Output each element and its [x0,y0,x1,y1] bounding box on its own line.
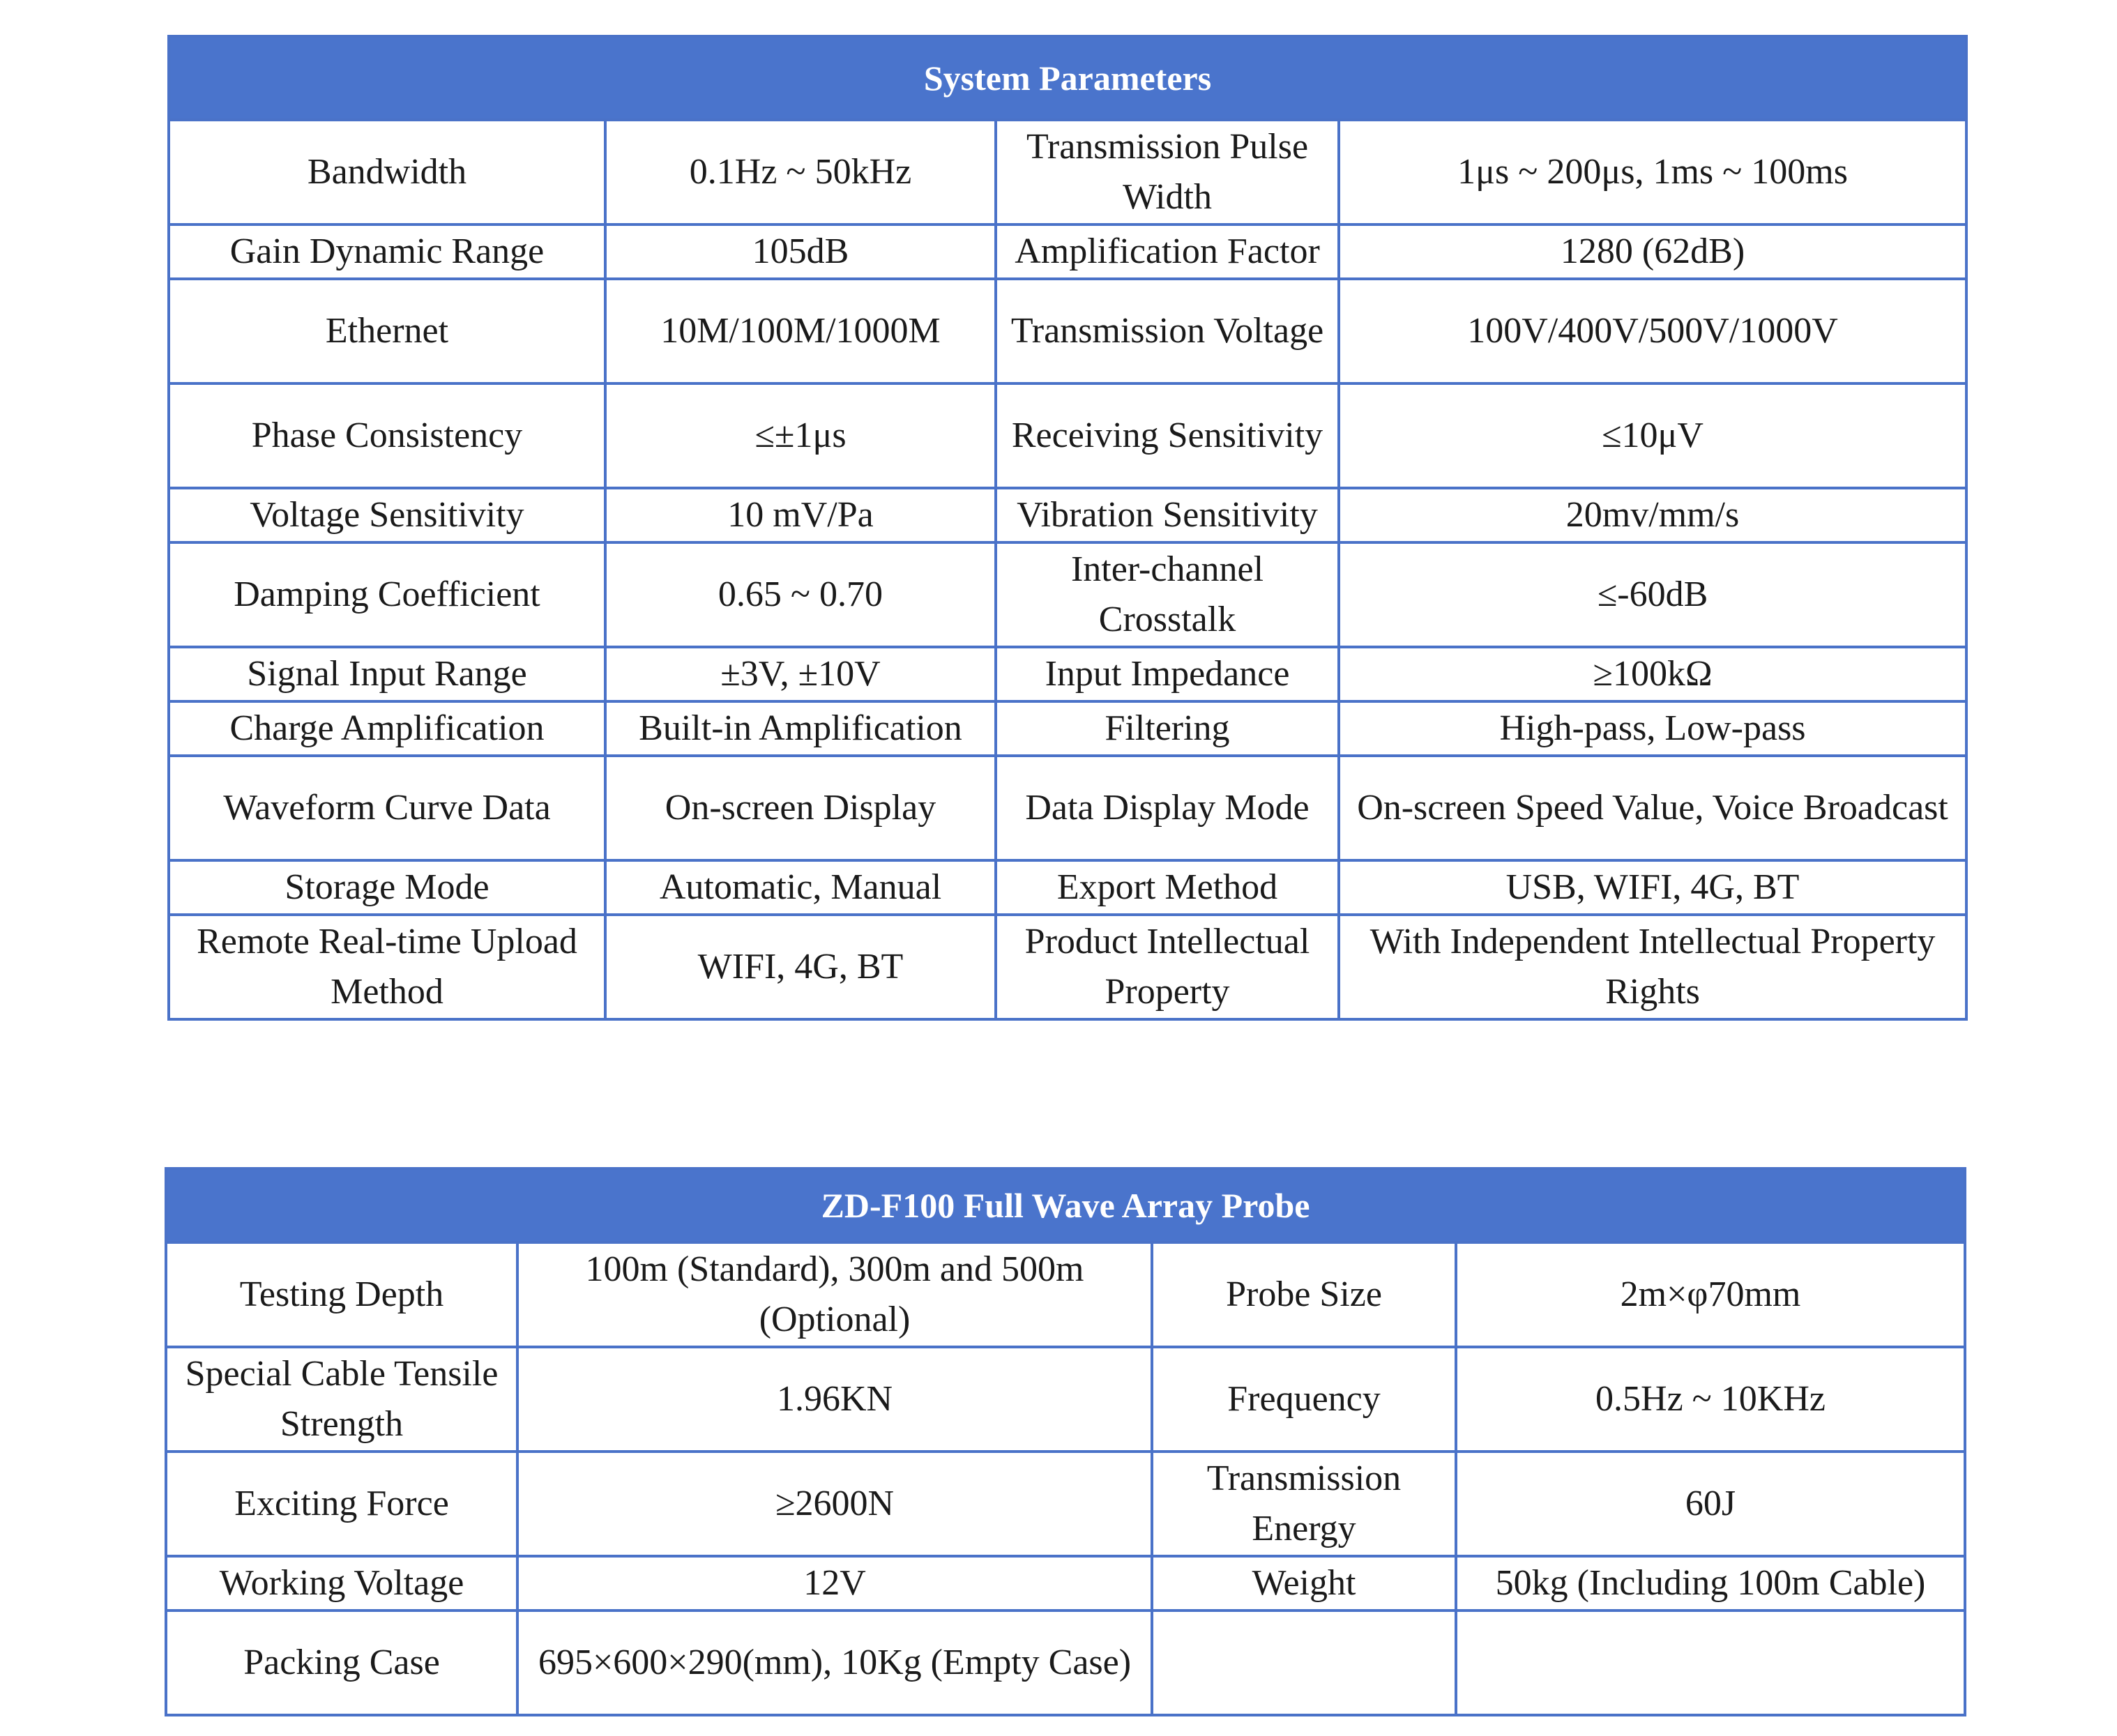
parameter-label: Product Intellectual Property [996,915,1339,1019]
parameter-value: 10 mV/Pa [605,488,996,542]
parameter-value: ≤±1μs [605,383,996,488]
system-parameters-table [167,35,1968,1021]
parameter-label: Probe Size [1152,1242,1456,1347]
probe-title: ZD-F100 Full Wave Array Probe [166,1168,1965,1242]
table-row [166,1452,1965,1556]
parameter-value: Built-in Amplification [605,701,996,756]
parameter-label [1152,1611,1456,1715]
parameter-label: Gain Dynamic Range [169,224,605,279]
parameter-value: 20mv/mm/s [1339,488,1966,542]
table-row [169,279,1966,383]
parameter-label: Transmission Voltage [996,279,1339,383]
parameter-label: Voltage Sensitivity [169,488,605,542]
parameter-value: 1μs ~ 200μs, 1ms ~ 100ms [1339,120,1966,224]
table-row [169,120,1966,224]
parameter-value: 0.1Hz ~ 50kHz [605,120,996,224]
table-row [169,488,1966,542]
parameter-label: Charge Amplification [169,701,605,756]
parameter-value: 12V [517,1556,1152,1611]
parameter-label: Damping Coefficient [169,542,605,647]
parameter-label: Testing Depth [166,1242,517,1347]
parameter-label: Receiving Sensitivity [996,383,1339,488]
parameter-value: With Independent Intellectual Property Rights [1339,915,1966,1019]
parameter-value: 0.65 ~ 0.70 [605,542,996,647]
table-row [169,383,1966,488]
parameter-label: Export Method [996,860,1339,915]
parameter-label: Signal Input Range [169,647,605,701]
parameter-label: Working Voltage [166,1556,517,1611]
parameter-label: Storage Mode [169,860,605,915]
parameter-value: 695×600×290(mm), 10Kg (Empty Case) [517,1611,1152,1715]
table-row [169,756,1966,860]
parameter-label: Frequency [1152,1347,1456,1452]
table-row [166,1556,1965,1611]
parameter-label: Packing Case [166,1611,517,1715]
parameter-label: Inter-channel Crosstalk [996,542,1339,647]
parameter-value [1456,1611,1965,1715]
probe-table [165,1167,1966,1716]
parameter-label: Data Display Mode [996,756,1339,860]
parameter-label: Filtering [996,701,1339,756]
parameter-label: Transmission Pulse Width [996,120,1339,224]
parameter-value: 100m (Standard), 300m and 500m (Optional) [517,1242,1152,1347]
table-row [169,647,1966,701]
parameter-label: Exciting Force [166,1452,517,1556]
parameter-value: USB, WIFI, 4G, BT [1339,860,1966,915]
parameter-value: 50kg (Including 100m Cable) [1456,1556,1965,1611]
parameter-value: 1.96KN [517,1347,1152,1452]
parameter-label: Transmission Energy [1152,1452,1456,1556]
table-row [169,542,1966,647]
parameter-label: Bandwidth [169,120,605,224]
parameter-value: 105dB [605,224,996,279]
parameter-value: 2m×φ70mm [1456,1242,1965,1347]
parameter-value: 10M/100M/1000M [605,279,996,383]
parameter-label: Ethernet [169,279,605,383]
parameter-value: 100V/400V/500V/1000V [1339,279,1966,383]
parameter-value: ≥100kΩ [1339,647,1966,701]
parameter-value: 1280 (62dB) [1339,224,1966,279]
parameter-label: Phase Consistency [169,383,605,488]
table-row [166,1611,1965,1715]
table-row [166,1347,1965,1452]
parameter-value: Automatic, Manual [605,860,996,915]
parameter-label: Input Impedance [996,647,1339,701]
parameter-value: ≤10μV [1339,383,1966,488]
parameter-label: Waveform Curve Data [169,756,605,860]
table-row [169,915,1966,1019]
parameter-value: ≤-60dB [1339,542,1966,647]
parameter-value: On-screen Display [605,756,996,860]
parameter-value: WIFI, 4G, BT [605,915,996,1019]
table-row [169,701,1966,756]
parameter-value: ≥2600N [517,1452,1152,1556]
parameter-value: On-screen Speed Value, Voice Broadcast [1339,756,1966,860]
table-row [166,1242,1965,1347]
parameter-value: High-pass, Low-pass [1339,701,1966,756]
table-row [169,224,1966,279]
parameter-label: Special Cable Tensile Strength [166,1347,517,1452]
parameter-value: 60J [1456,1452,1965,1556]
parameter-label: Amplification Factor [996,224,1339,279]
table-row [169,860,1966,915]
parameter-label: Vibration Sensitivity [996,488,1339,542]
system-parameters-title: System Parameters [169,36,1966,120]
parameter-value: 0.5Hz ~ 10KHz [1456,1347,1965,1452]
parameter-value: ±3V, ±10V [605,647,996,701]
parameter-label: Weight [1152,1556,1456,1611]
parameter-label: Remote Real-time Upload Method [169,915,605,1019]
